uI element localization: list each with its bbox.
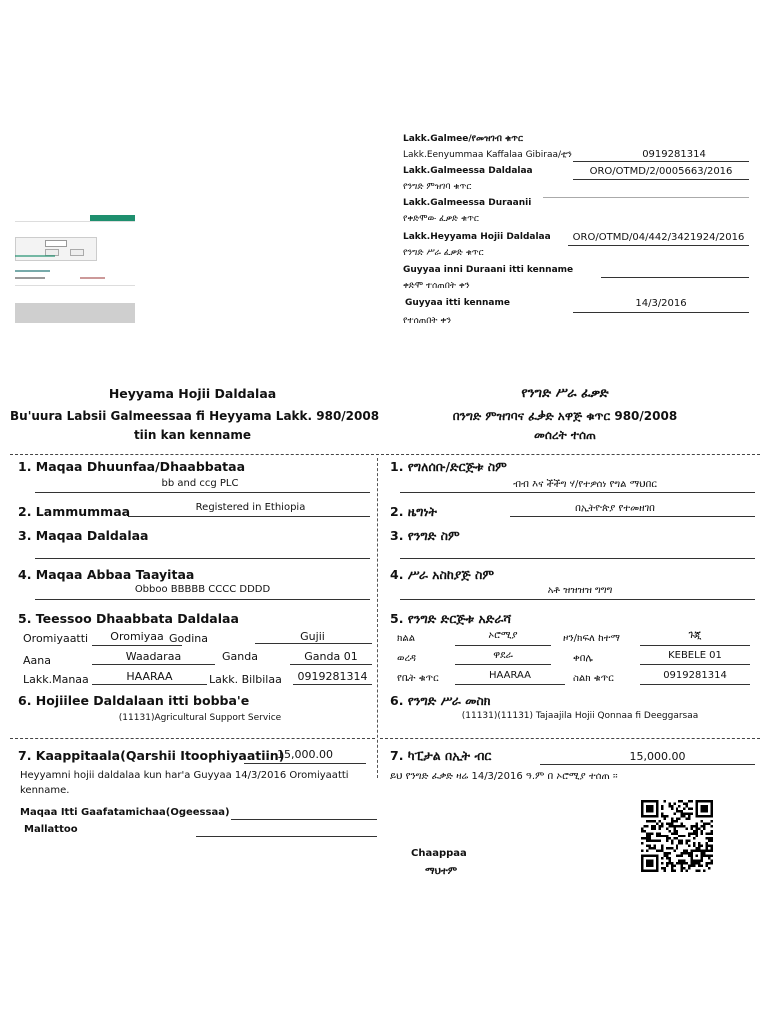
registry-label: የንግድ ምዝገባ ቁጥር (403, 182, 472, 192)
registry-label: የተሰጠበት ቀን (403, 316, 452, 326)
phone-value: 0919281314 (297, 670, 368, 683)
nationality-label: 2. Lammummaa (18, 504, 131, 519)
kebele-label: Ganda (222, 650, 258, 663)
registry-label: Guyyaa itti kenname (405, 298, 510, 308)
region-label: Oromiyaatti (23, 632, 89, 645)
tin-value: 0919281314 (642, 149, 706, 160)
zone-value: Gujii (300, 630, 325, 643)
manager-name-label: 4. Maqaa Abbaa Taayitaa (18, 567, 195, 582)
embedded-thumbnail (15, 215, 135, 323)
officer-name-label: Maqaa Itti Gaafatamichaa(Ogeessaa) (20, 807, 230, 818)
qr-code (641, 800, 713, 872)
owner-name-am-value: ብብ እና ችችግ ሃ/የተዎሰነ የግል ማህበር (513, 479, 657, 490)
house-number-am-value: HAARAA (489, 670, 531, 681)
stamp-label-am: ማህተም (425, 866, 458, 877)
registry-label: የቀድሞው ፈቃድ ቁጥር (403, 214, 479, 224)
zone-label: Godina (169, 632, 209, 645)
stamp-label: Chaappaa (411, 848, 467, 859)
capital-label: 7. Kaappitaala(Qarshii Itoophiyaatiin) (18, 748, 285, 763)
issued-statement-2: kenname. (20, 785, 70, 796)
zone-am-label: ዞን/ክፍለ ከተማ (563, 633, 620, 644)
manager-name-value: Obboo BBBBB CCCC DDDD (134, 584, 271, 595)
trade-registration-value: ORO/OTMD/2/0005663/2016 (589, 166, 733, 177)
trade-name-am-label: 3. የንግድ ስም (390, 528, 460, 543)
house-number-am-label: የቤት ቁጥር (397, 673, 439, 684)
address-label: 5. Teessoo Dhaabbata Daldalaa (18, 611, 239, 626)
region-am-value: ኦሮሚያ (488, 630, 518, 641)
registry-label: Guyyaa inni Duraani itti kenname (403, 265, 574, 275)
house-number-label: Lakk.Manaa (23, 673, 89, 686)
region-am-label: ክልል (397, 633, 416, 644)
left-subtitle: Bu'uura Labsii Galmeessaa fi Heyyama Lakk. 980/2008 (10, 409, 380, 423)
right-title: የንግድ ሥራ ፈቃድ (521, 386, 609, 401)
left-subtitle-2: tiin kan kenname (133, 428, 252, 442)
manager-name-am-value: አቶ ዝዝዝዝ ግግግ (547, 585, 613, 596)
kebele-value: Ganda 01 (304, 650, 358, 663)
column-divider (377, 458, 378, 778)
nationality-am-value: በኢትዮጵያ የተመዘገበ (575, 503, 655, 514)
issued-statement-am: ይህ የንግድ ፈቃድ ዛሬ 14/3/2016 ዓ.ም በ ኦሮሚያ ተሰጠ ፡፡ (390, 771, 618, 782)
registry-label: Lakk.Galmeessa Daldalaa (403, 166, 533, 176)
woreda-value: Waadaraa (125, 650, 182, 663)
manager-name-am-label: 4. ሥራ አስከያጅ ስም (390, 567, 495, 582)
trade-name-label: 3. Maqaa Daldalaa (18, 528, 149, 543)
phone-am-label: ስልክ ቁጥር (573, 673, 614, 684)
capital-value: 15,000.00 (277, 748, 333, 761)
owner-name-label: 1. Maqaa Dhuunfaa/Dhaabbataa (18, 459, 246, 474)
license-number-value: ORO/OTMD/04/442/3421924/2016 (572, 232, 745, 243)
nationality-am-label: 2. ዜግነት (390, 504, 437, 519)
house-number-value: HAARAA (126, 670, 173, 683)
registry-label: Lakk.Heyyama Hojii Daldalaa (403, 232, 551, 242)
left-title: Heyyama Hojii Daldalaa (108, 386, 277, 401)
registry-label: Lakk.Eenyummaa Kaffalaa Gibiraa/ቲን (403, 150, 572, 160)
right-subtitle: በንግድ ምዝገባና ፈቃድ አዋጅ ቁጥር 980/2008 (452, 409, 678, 423)
registry-label: Lakk.Galmee/የመዝገብ ቁጥር (403, 134, 523, 144)
phone-label: Lakk. Bilbilaa (209, 673, 282, 686)
signature-label: Mallattoo (24, 824, 78, 835)
phone-am-value: 0919281314 (663, 670, 727, 681)
right-subtitle-2: መሰረት ተሰጠ (533, 428, 596, 442)
nationality-value: Registered in Ethiopia (195, 502, 306, 513)
registry-label: Lakk.Galmeessa Duraanii (403, 198, 532, 208)
business-activity-label: 6. Hojiilee Daldalaan itti bobba'e (18, 693, 250, 708)
kebele-am-value: KEBELE 01 (668, 650, 722, 661)
capital-am-label: 7. ካፒታል በኢት ብር (390, 748, 492, 763)
owner-name-value: bb and ccg PLC (161, 478, 239, 489)
woreda-label: Aana (23, 654, 51, 667)
woreda-am-label: ወረዳ (397, 653, 416, 664)
business-activity-am-label: 6. የንግድ ሥራ መስክ (390, 693, 491, 708)
business-activity-am-value: (11131)(11131) Tajaajila Hojii Qonnaa fi Deeggarsaa (461, 711, 699, 721)
issue-date-value: 14/3/2016 (635, 298, 687, 309)
woreda-am-value: ዋደራ (493, 650, 513, 661)
owner-name-am-label: 1. የግለሰቡ/ድርጅቱ ስም (390, 459, 507, 474)
registry-label: የንግድ ሥራ ፈቃድ ቁጥር (403, 248, 484, 258)
address-am-label: 5. የንግድ ድርጅቱ አድራሻ (390, 611, 512, 626)
zone-am-value: ጉጂ (688, 630, 702, 641)
capital-am-value: 15,000.00 (629, 750, 686, 763)
kebele-am-label: ቀበሌ (573, 653, 593, 664)
registry-label: ቀድሞ ተሰጠበት ቀን (403, 281, 470, 291)
business-activity-value: (11131)Agricultural Support Service (118, 713, 282, 723)
issued-statement: Heyyamni hojii daldalaa kun har'a Guyyaa 14/3/2016 Oromiyaatti (20, 770, 349, 781)
region-value: Oromiyaa (110, 630, 164, 643)
